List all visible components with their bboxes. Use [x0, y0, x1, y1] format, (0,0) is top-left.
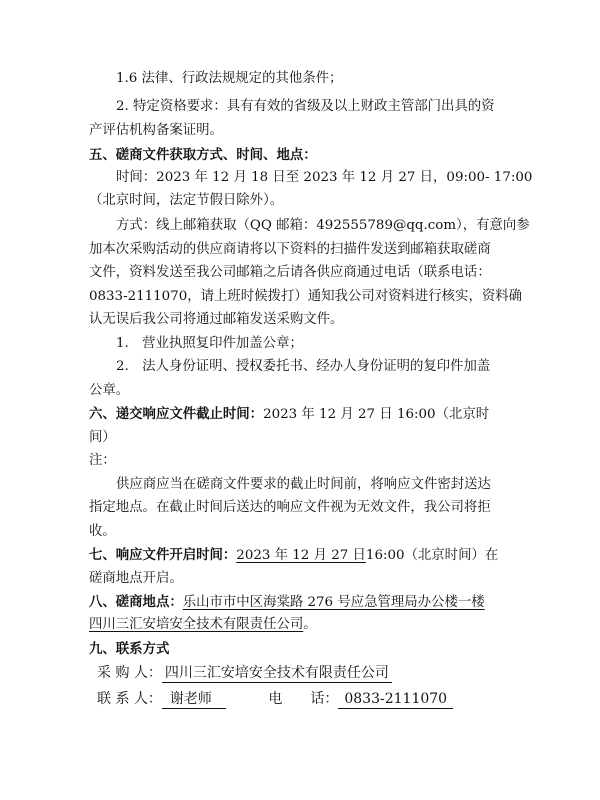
section7-line2: 磋商地点开启。	[89, 571, 183, 586]
purchaser-row	[97, 664, 392, 683]
contact-label: 联 系 人：	[97, 691, 162, 707]
section7-open-time: 16:00（北京时间）在	[365, 548, 499, 563]
section7-open-date: 2023 年 12 月 27 日	[236, 548, 366, 563]
section6-note-label: 注：	[89, 453, 116, 468]
section5-method-line1: 方式：线上邮箱获取（QQ 邮箱：492555789@qq.com），有意向参	[116, 218, 530, 233]
section8-end: 。	[303, 617, 317, 632]
condition-1-6: 1.6 法律、行政法规规定的其他条件；	[116, 71, 343, 86]
section5-item2-line2: 公章。	[89, 383, 130, 398]
phone-label: 电 话：	[268, 691, 339, 707]
section8-label: 八、磋商地点：	[89, 594, 183, 610]
section7-line1	[89, 546, 498, 565]
purchaser-label: 采 购 人：	[97, 665, 162, 681]
section5-method-line2: 加本次采购活动的供应商请将以下资料的扫描件发送到邮箱获取磋商	[89, 242, 491, 257]
section8-line2	[89, 616, 317, 634]
section6-deadline: 2023 年 12 月 27 日 16:00（北京时	[263, 407, 490, 422]
section5-method-line3: 文件，资料发送至我公司邮箱之后请各供应商通过电话（联系电话：	[89, 265, 491, 280]
section6-note-line1: 供应商应当在磋商文件要求的截止时间前，将响应文件密封送达	[116, 477, 491, 492]
contact-value: 谢老师	[162, 690, 226, 709]
section5-method-line4: 0833-2111070，请上班时候拨打）通知我公司对资料进行核实，资料确	[89, 289, 523, 304]
section9-heading: 九、联系方式	[89, 641, 170, 657]
section5-method-line5: 认无误后我公司将通过邮箱发送采购文件。	[89, 312, 344, 327]
contact-row	[97, 690, 453, 709]
special-qualification-line2: 产评估机构备案证明。	[89, 123, 223, 138]
section8-address: 乐山市市中区海棠路 276 号应急管理局办公楼一楼	[182, 595, 485, 610]
section6-line1	[89, 405, 489, 424]
section7-label: 七、响应文件开启时间：	[89, 547, 237, 563]
section5-time-line2: （北京时间，法定节假日除外）。	[89, 193, 284, 208]
special-qualification-line1: 2. 特定资格要求：具有有效的省级及以上财政主管部门出具的资	[116, 99, 495, 114]
section8-company: 四川三汇安培安全技术有限责任公司	[89, 617, 304, 632]
section6-label: 六、递交响应文件截止时间：	[89, 406, 264, 422]
purchaser-value: 四川三汇安培安全技术有限责任公司	[162, 664, 392, 683]
section6-deadline-line2: 间）	[89, 430, 116, 445]
section6-note-line2: 指定地点。在截止时间后送达的响应文件视为无效文件，我公司将拒	[89, 500, 491, 515]
section5-item2-line1: 2. 法人身份证明、授权委托书、经办人身份证明的复印件加盖	[116, 359, 491, 374]
section5-item1: 1. 营业执照复印件加盖公章；	[116, 336, 303, 351]
section8-line1	[89, 593, 485, 612]
phone-value: 0833-2111070	[338, 690, 453, 709]
section6-note-line3: 收。	[89, 524, 116, 539]
section5-time-line1: 时间：2023 年 12 月 18 日至 2023 年 12 月 27 日，09:00- 17:00	[116, 170, 533, 185]
section5-heading: 五、磋商文件获取方式、时间、地点：	[89, 147, 317, 163]
